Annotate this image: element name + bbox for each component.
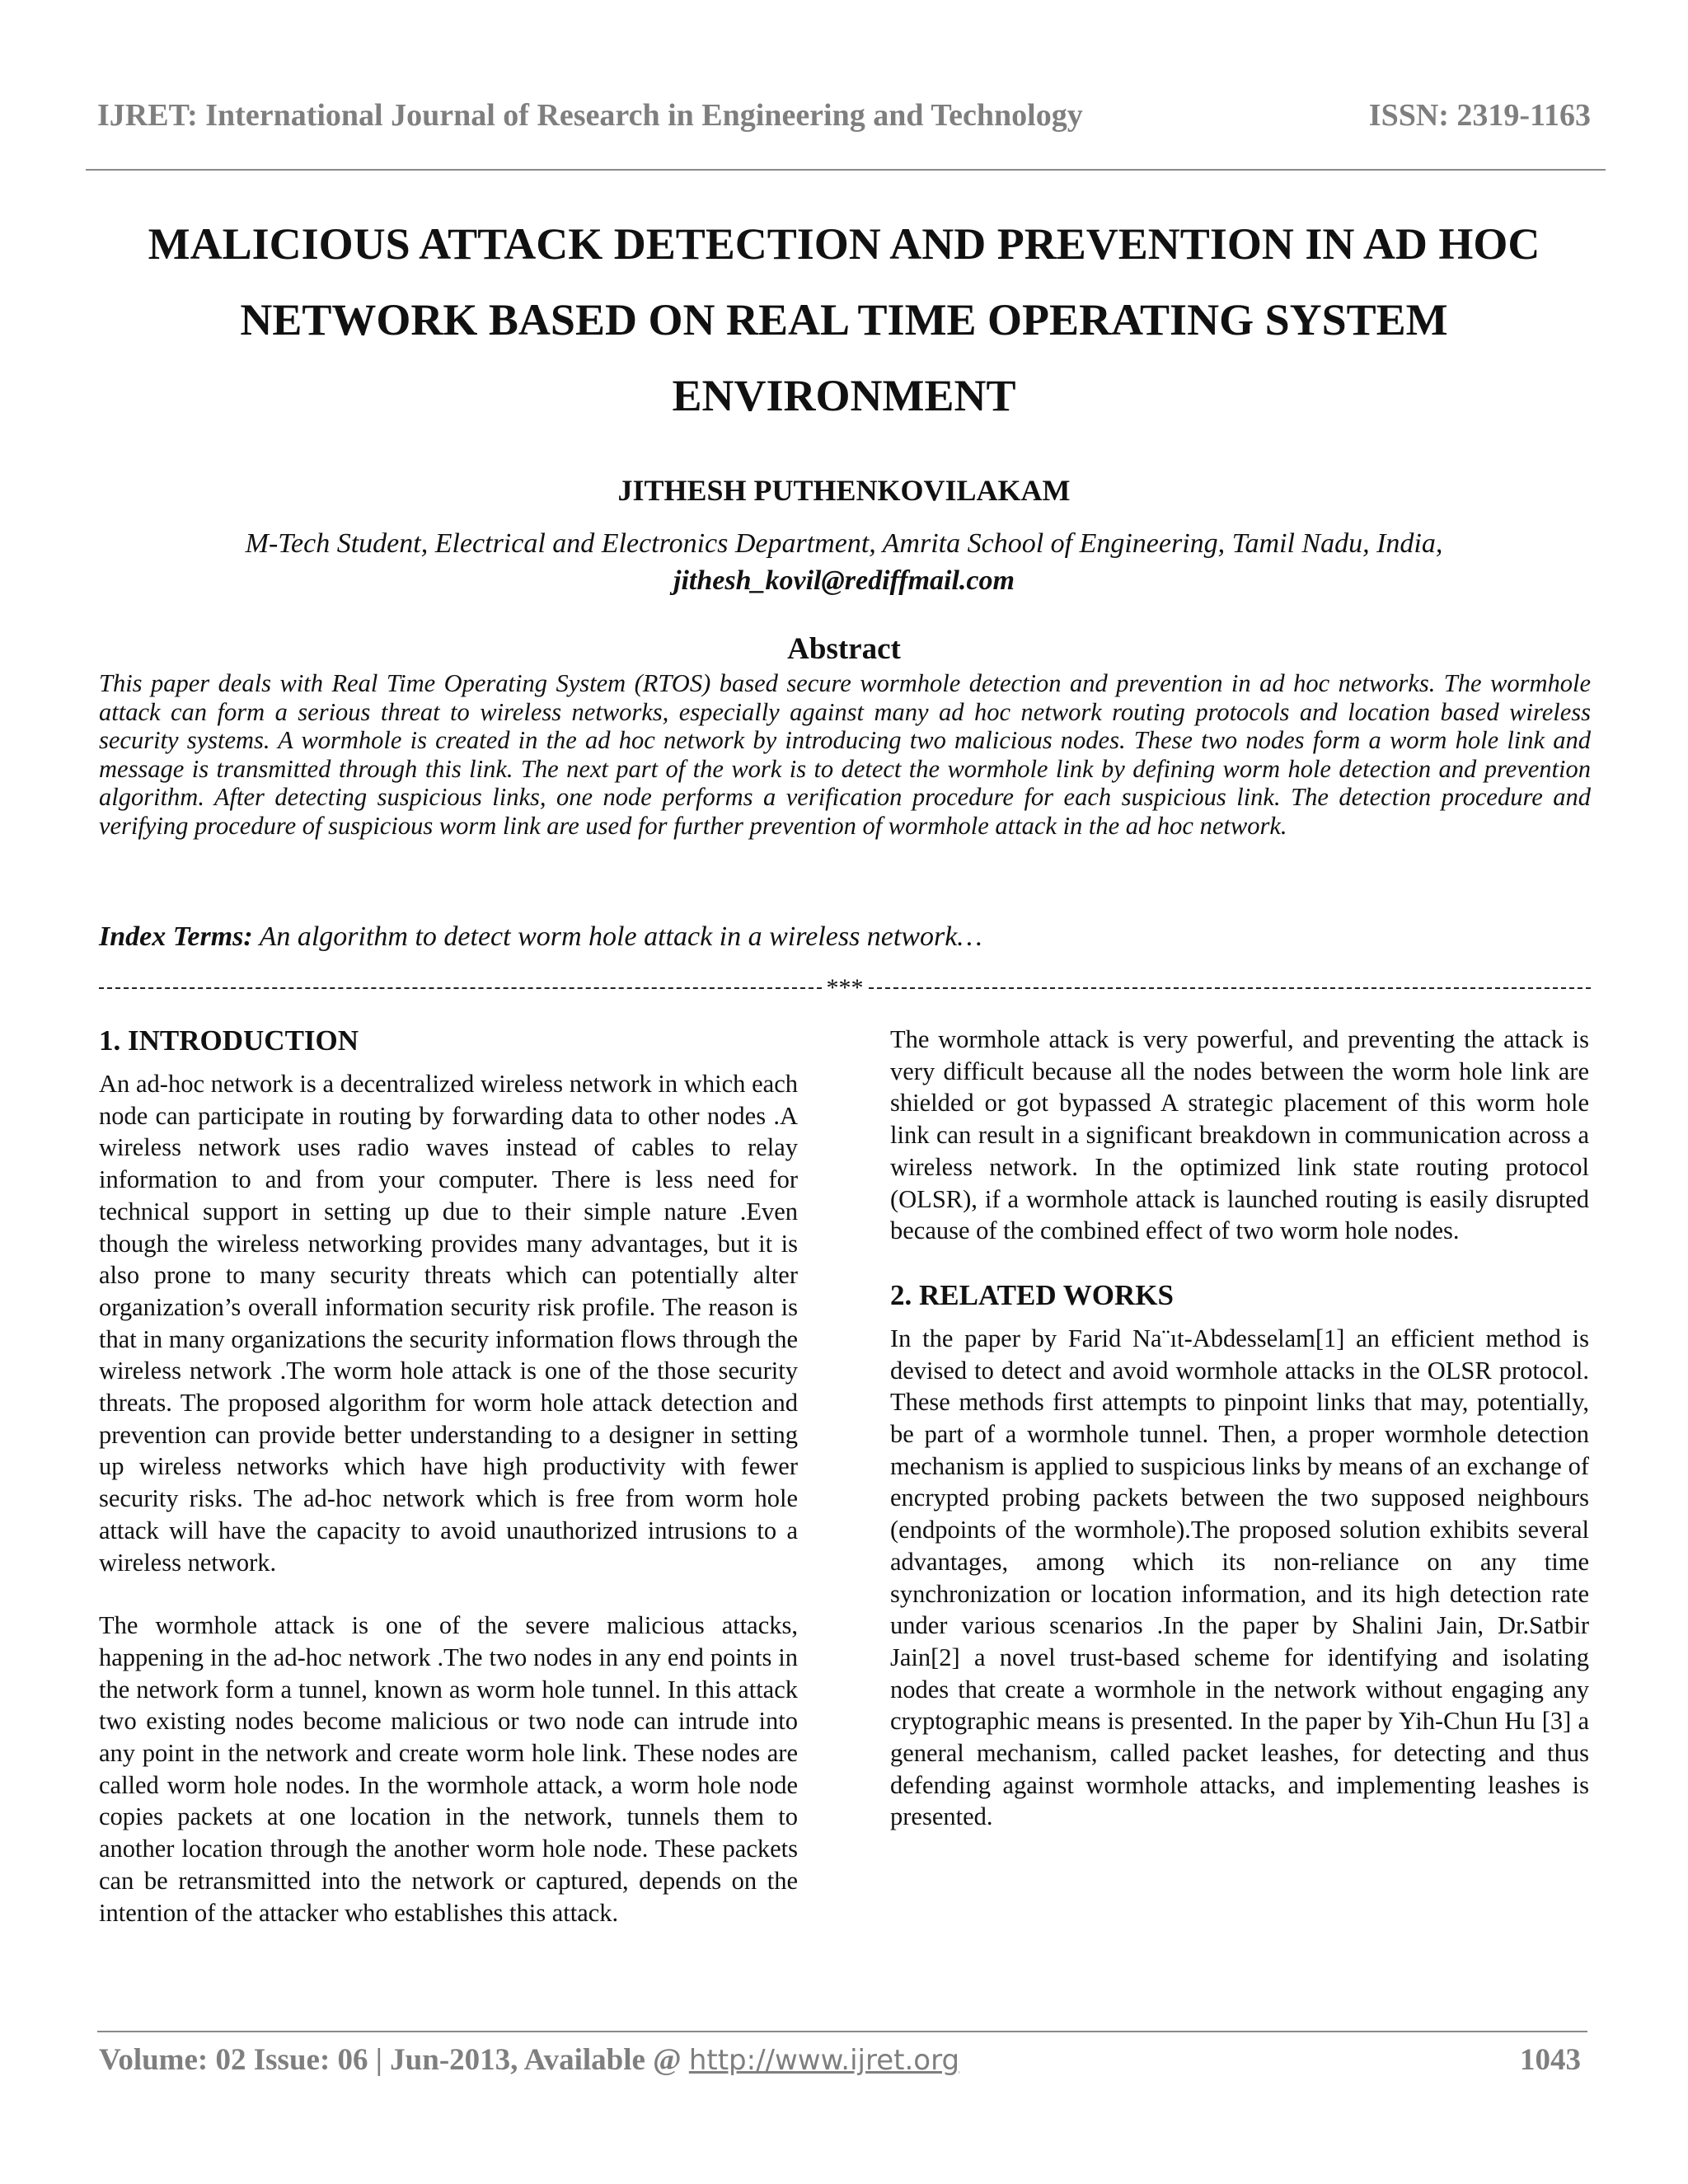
author-affiliation: M-Tech Student, Electrical and Electronics Department, Amrita School of Engineering, Tamil Nadu, India,	[245, 528, 1443, 559]
abstract-heading: Abstract	[787, 632, 901, 666]
related-works-paragraph: In the paper by Farid Na¨ıt-Abdesselam[1] an efficient method is devised to detect and avoid wormhole attacks in the OLSR protocol. These methods first attempts to pinpoint links that may, potentially, be part of a wormhole tunnel. Then, a proper wormhole detection mechanism is applied to suspicious links by means of an exchange of encrypted probing packets between the two supposed neighbours (endpoints of the wormhole).The proposed solution exhibits several advantages, among which its non-reliance on any time synchronization or location information, and its high detection rate under various scenarios .In the paper by Shalini Jain, Dr.Satbir Jain[2] a novel trust-based scheme for identifying and isolating nodes that create a wormhole in the network without engaging any cryptographic means is presented. In the paper by Yih-Chun Hu [3] a general mechanism, called packet leashes, for detecting and thus defending against wormhole attacks, and implementing leashes is presented.	[890, 1324, 1589, 1831]
index-terms	[99, 921, 1591, 953]
intro-paragraph-3: The wormhole attack is very powerful, and preventing the attack is very difficult because all the nodes between the worm hole link are shielded or got bypassed A strategic placement of this worm hole link can result in a significant breakdown in communication across a wireless network. In the optimized link state routing protocol (OLSR), if a wormhole attack is launched routing is easily disrupted because of the combined effect of two worm hole nodes.	[890, 1025, 1589, 1245]
running-footer	[99, 2042, 1581, 2078]
footer-issue-info	[99, 2042, 959, 2078]
abstract-text: This paper deals with Real Time Operating System (RTOS) based secure wormhole detection and prevention in ad hoc networks. The wormhole attack can form a serious threat to wireless networks, especially against many ad hoc network routing protocols and location based wireless security systems. A wormhole is created in the ad hoc network by introducing two malicious nodes. These two nodes form a worm hole link and message is transmitted through this link. The next part of the work is to detect the wormhole link by defining worm hole detection and prevention algorithm. After detecting suspicious links, one node performs a verification procedure for each suspicious link. The detection procedure and verifying procedure of suspicious worm link are used for further prevention of wormhole attack in the ad hoc network.	[99, 669, 1591, 840]
paper-title: MALICIOUS ATTACK DETECTION AND PREVENTION IN AD HOC NETWORK BASED ON REAL TIME OPERATING SYSTEM ENVIRONMENT	[148, 219, 1540, 420]
index-terms-text: An algorithm to detect worm hole attack in a wireless network…	[259, 921, 982, 952]
separator-stars: ***	[826, 974, 864, 1001]
index-terms-label: Index Terms:	[99, 921, 253, 952]
journal-name: IJRET: International Journal of Research in Engineering and Technology	[97, 98, 1083, 133]
right-column	[890, 1024, 1589, 1864]
page-number: 1043	[1520, 2043, 1581, 2077]
footer-issue: Volume: 02 Issue: 06 | Jun-2013, Available @	[99, 2043, 682, 2077]
author-name: JITHESH PUTHENKOVILAKAM	[617, 474, 1071, 507]
author-email: jithesh_kovil@rediffmail.com	[673, 565, 1015, 596]
running-header	[97, 97, 1591, 134]
related-works-heading: 2. RELATED WORKS	[890, 1278, 1174, 1311]
intro-heading: 1. INTRODUCTION	[99, 1024, 359, 1057]
separator-dash-right	[869, 987, 1592, 989]
footer-rule	[97, 2031, 1587, 2032]
left-column	[99, 1024, 798, 1960]
separator-dash-left	[99, 987, 822, 989]
intro-paragraph-1: An ad-hoc network is a decentralized wireless network in which each node can participate in routing by forwarding data to other nodes .A wireless network uses radio waves instead of cables to relay information to and from your computer. There is less need for technical support in setting up due to their simple nature .Even though the wireless networking provides many advantages, but it is also prone to many security threats which can potentially alter organization’s overall information security risk profile. The reason is that in many organizations the security information flows through the wireless network .The worm hole attack is one of the those security threats. The proposed algorithm for worm hole attack detection and prevention can provide better understanding to a designer in setting up wireless networks which have high productivity with fewer security risks. The ad-hoc network which is free from worm hole attack will have the capacity to avoid unauthorized intrusions to a wireless network.	[99, 1070, 798, 1577]
section-separator	[99, 976, 1591, 1001]
issn: ISSN: 2319-1163	[1368, 98, 1591, 133]
journal-url-link[interactable]: http://www.ijret.org	[688, 2044, 960, 2077]
header-rule	[86, 169, 1606, 171]
intro-paragraph-2: The wormhole attack is one of the severe malicious attacks, happening in the ad-hoc network .The two nodes in any end points in the network form a tunnel, known as worm hole tunnel. In this attack two existing nodes become malicious or two node can intrude into any point in the network and create worm hole link. These nodes are called worm hole nodes. In the wormhole attack, a worm hole node copies packets at one location in the network, tunnels them to another location through the another worm hole node. These packets can be retransmitted into the network or captured, depends on the intention of the attacker who establishes this attack.	[99, 1611, 798, 1927]
